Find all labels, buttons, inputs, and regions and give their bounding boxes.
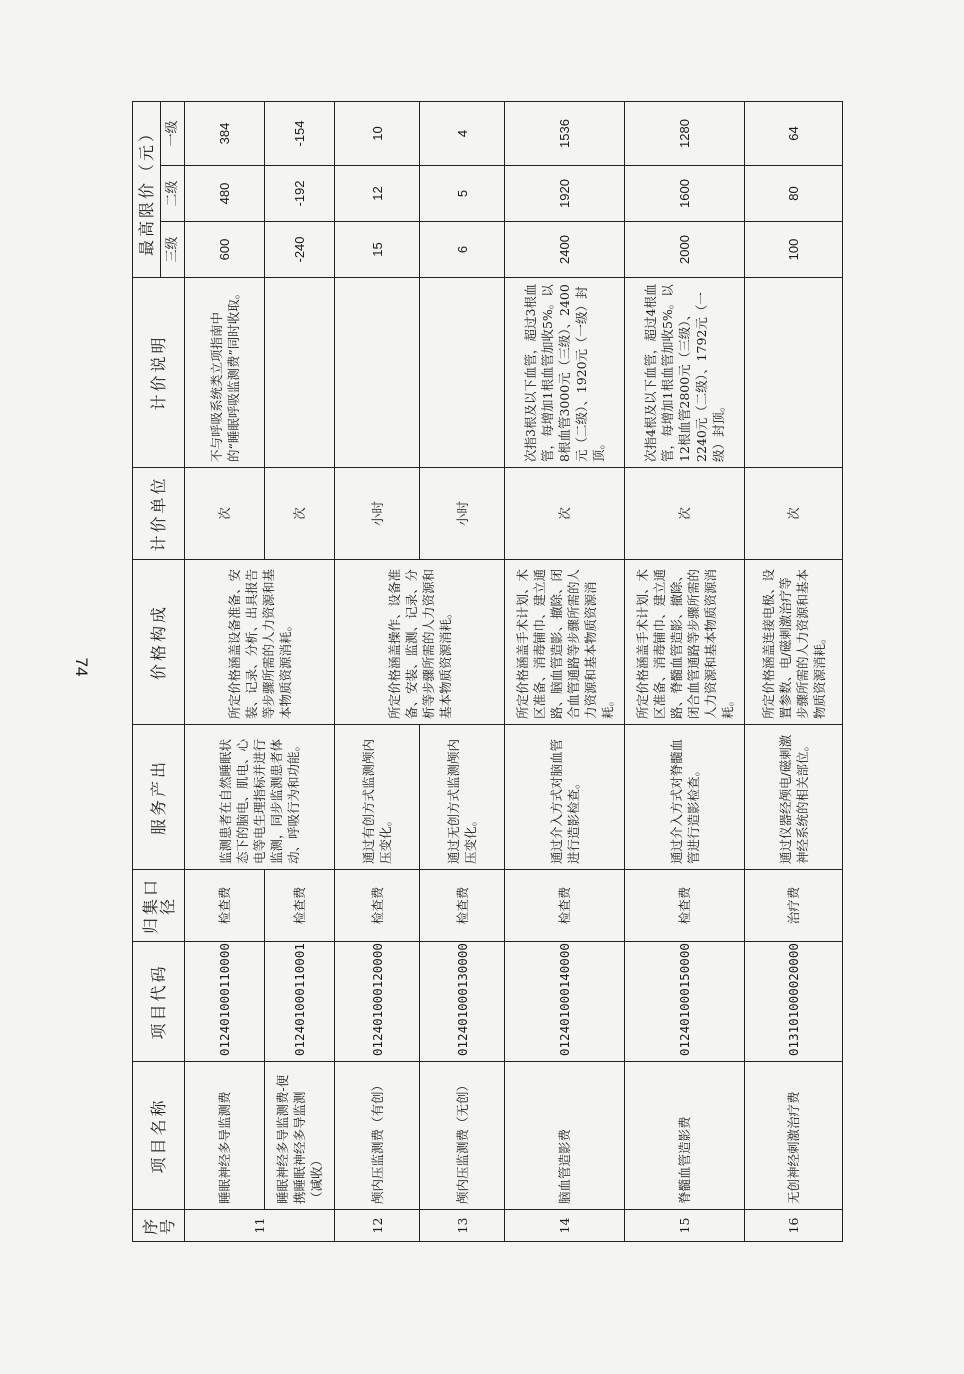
code-cell: 012401000130000 xyxy=(420,942,505,1062)
header-row-1 xyxy=(133,101,161,1241)
composition-cell: 所定价格涵盖手术计划、术区准备、消毒铺巾、建立通路、脑血管造影、撤除、闭合血管通路等步骤所需的人力资源和基本物质资源消耗。 xyxy=(505,560,625,725)
table-row xyxy=(745,101,843,1241)
header-unit: 计价单位 xyxy=(133,468,185,560)
table-row xyxy=(505,101,625,1241)
code-cell: 013101000020000 xyxy=(745,942,843,1062)
table-row xyxy=(625,101,745,1241)
unit-cell: 次 xyxy=(185,468,265,560)
price-level2: 5 xyxy=(420,166,505,222)
price-level1: 10 xyxy=(335,101,420,165)
seq-cell: 14 xyxy=(505,1210,625,1242)
code-cell: 012401000140000 xyxy=(505,942,625,1062)
output-cell: 通过介入方式对脑血管进行造影检查。 xyxy=(505,725,625,870)
price-level1: 4 xyxy=(420,101,505,165)
seq-cell: 15 xyxy=(625,1210,745,1242)
name-cell: 颅内压监测费（有创） xyxy=(335,1062,420,1210)
unit-cell: 次 xyxy=(505,468,625,560)
note-cell: 次指4根及以下血管，超过4根血管，每增加1根血管加收5%。以12根血管2800元（三级）、2240元（二级）、1792元（一级）封顶。 xyxy=(625,278,745,468)
price-level3: 100 xyxy=(745,222,843,278)
page-number: 74 xyxy=(72,657,91,677)
price-level1: 384 xyxy=(185,101,265,165)
composition-cell: 所定价格涵盖操作、设备准备、安装、监测、记录、分析等步骤所需的人力资源和基本物质资源消耗。 xyxy=(335,560,505,725)
header-level3: 三级 xyxy=(161,222,185,278)
price-level2: 80 xyxy=(745,166,843,222)
unit-cell: 次 xyxy=(265,468,335,560)
header-category: 归集口径 xyxy=(133,870,185,942)
note-cell xyxy=(335,278,420,468)
price-level2: 1920 xyxy=(505,166,625,222)
output-cell: 通过介入方式对脊髓血管进行造影检查。 xyxy=(625,725,745,870)
seq-cell: 13 xyxy=(420,1210,505,1242)
header-code: 项目代码 xyxy=(133,942,185,1062)
note-cell: 不与呼吸系统类立项指南中的“睡眠呼吸监测费”同时收取。 xyxy=(185,278,265,468)
category-cell: 检查费 xyxy=(185,870,265,942)
category-cell: 检查费 xyxy=(505,870,625,942)
code-cell: 012401000120000 xyxy=(335,942,420,1062)
category-cell: 治疗费 xyxy=(745,870,843,942)
output-cell: 通过有创方式监测颅内压变化。 xyxy=(335,725,420,870)
code-cell: 012401000110000 xyxy=(185,942,265,1062)
category-cell: 检查费 xyxy=(265,870,335,942)
category-cell: 检查费 xyxy=(335,870,420,942)
note-cell: 次指3根及以下血管，超过3根血管，每增加1根血管加收5%。以8根血管3000元（三级）、2400元（二级）、1920元（一级）封顶。 xyxy=(505,278,625,468)
unit-cell: 次 xyxy=(625,468,745,560)
header-note: 计价说明 xyxy=(133,278,185,468)
price-level1: -154 xyxy=(265,101,335,165)
price-level2: 1600 xyxy=(625,166,745,222)
price-level2: -192 xyxy=(265,166,335,222)
output-cell: 通过无创方式监测颅内压变化。 xyxy=(420,725,505,870)
price-level3: 15 xyxy=(335,222,420,278)
price-level1: 64 xyxy=(745,101,843,165)
price-level1: 1536 xyxy=(505,101,625,165)
price-level3: 2000 xyxy=(625,222,745,278)
category-cell: 检查费 xyxy=(420,870,505,942)
header-max-price: 最高限价（元） xyxy=(133,101,161,277)
unit-cell: 次 xyxy=(745,468,843,560)
price-level3: 6 xyxy=(420,222,505,278)
header-level1: 一级 xyxy=(161,101,185,165)
composition-cell: 所定价格涵盖连接电极、设置参数、电/磁刺激治疗等步骤所需的人力资源和基本物质资源消耗。 xyxy=(745,560,843,725)
price-level3: -240 xyxy=(265,222,335,278)
price-level2: 12 xyxy=(335,166,420,222)
unit-cell: 小时 xyxy=(335,468,420,560)
code-cell: 012401000150000 xyxy=(625,942,745,1062)
price-level3: 2400 xyxy=(505,222,625,278)
pricing-table xyxy=(132,101,843,1242)
header-level2: 二级 xyxy=(161,166,185,222)
name-cell: 无创神经刺激治疗费 xyxy=(745,1062,843,1210)
table-row xyxy=(185,101,265,1241)
output-cell: 监测患者在自然睡眠状态下的脑电、肌电、心电等电生理指标并进行监测，同步监测患者体动、呼吸行为和功能。 xyxy=(185,725,335,870)
note-cell xyxy=(745,278,843,468)
table-row xyxy=(335,101,420,1241)
seq-cell: 16 xyxy=(745,1210,843,1242)
seq-cell: 11 xyxy=(185,1210,335,1242)
note-cell xyxy=(420,278,505,468)
header-seq: 序号 xyxy=(133,1210,185,1242)
header-composition: 价格构成 xyxy=(133,560,185,725)
name-cell: 颅内压监测费（无创） xyxy=(420,1062,505,1210)
name-cell: 睡眠神经多导监测费-便携睡眠神经多导监测（减收） xyxy=(265,1062,335,1210)
name-cell: 脑血管造影费 xyxy=(505,1062,625,1210)
name-cell: 脊髓血管造影费 xyxy=(625,1062,745,1210)
category-cell: 检查费 xyxy=(625,870,745,942)
code-cell: 012401000110001 xyxy=(265,942,335,1062)
rotated-page xyxy=(132,102,840,1242)
price-level1: 1280 xyxy=(625,101,745,165)
price-level3: 600 xyxy=(185,222,265,278)
name-cell: 睡眠神经多导监测费 xyxy=(185,1062,265,1210)
seq-cell: 12 xyxy=(335,1210,420,1242)
header-output: 服务产出 xyxy=(133,725,185,870)
unit-cell: 小时 xyxy=(420,468,505,560)
composition-cell: 所定价格涵盖手术计划、术区准备、消毒铺巾、建立通路、脊髓血管造影、撤除、闭合血管通路等步骤所需的人力资源和基本物质资源消耗。 xyxy=(625,560,745,725)
note-cell xyxy=(265,278,335,468)
output-cell: 通过仪器经颅电/磁刺激神经系统的相关部位。 xyxy=(745,725,843,870)
price-level2: 480 xyxy=(185,166,265,222)
composition-cell: 所定价格涵盖设备准备、安装、记录、分析、出具报告等步骤所需的人力资源和基本物质资源消耗。 xyxy=(185,560,335,725)
header-name: 项目名称 xyxy=(133,1062,185,1210)
